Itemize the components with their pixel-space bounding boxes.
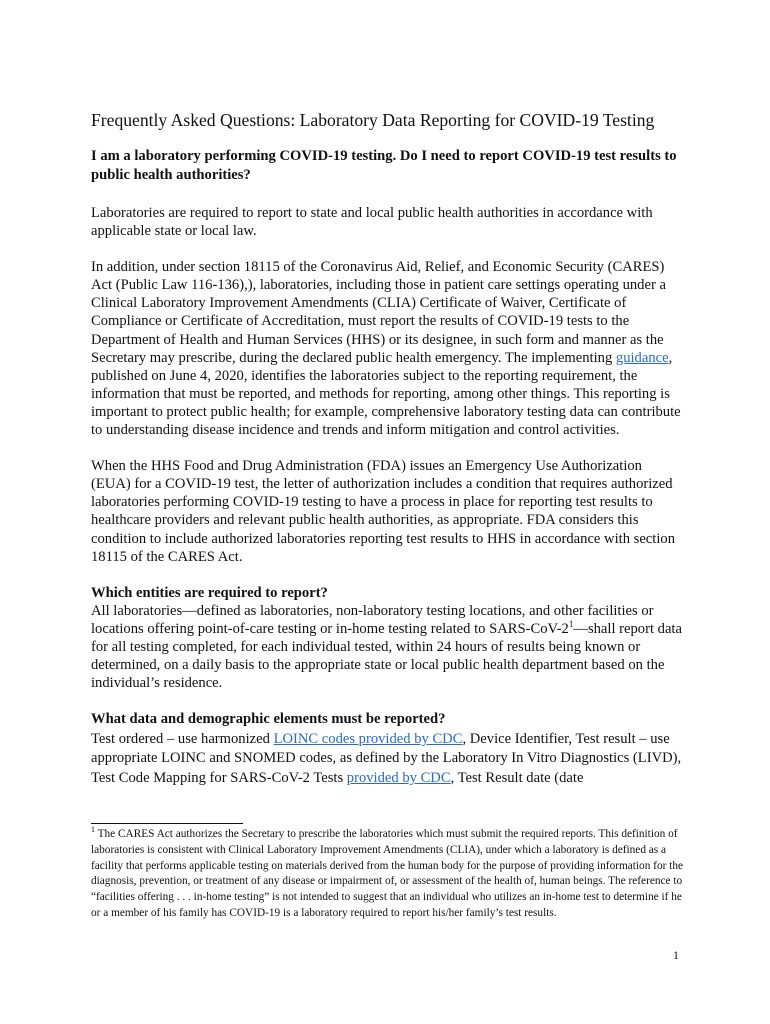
loinc-codes-link[interactable]: LOINC codes provided by CDC (273, 730, 463, 747)
paragraph-2-text-b: , published on June 4, 2020, identifies the laboratories subject to the reporting requirement, the information that must be reported, and methods for reporting, among other things. This reporting is important to protect public health; for example, comprehensive laboratory testing data can contribute to understanding disease incidence and trends and inform mitigation and control activities. (91, 349, 681, 439)
page-number: 1 (673, 948, 679, 962)
footnote-text: The CARES Act authorizes the Secretary to prescribe the laboratories which must submit the required reports. This definition of laboratories is consistent with Clinical Laboratory Improvement Amendments (CLIA), under which a laboratory is defined as a facility that performs applicable testing on materials derived from the human body for the purpose of providing information for the diagnosis, prevention, or treatment of any disease or impairment of, or assessment of the health of, human beings. The reference to “facilities offering . . . in-home testing” is not intended to suggest that an individual who utilizes an in-home test to determine if he or a member of his family has COVID-19 is a laboratory required to report his/her family’s test results. (91, 828, 683, 919)
paragraph-4-text-a: All laboratories—defined as laboratories, non-laboratory testing locations, and other facilities or locations offering point-of-care testing or in-home testing related to SARS-CoV-2 (91, 602, 654, 637)
guidance-link[interactable]: guidance (615, 349, 669, 366)
footnote-marker: 1 (91, 825, 95, 835)
section-entities (91, 584, 683, 693)
footnote-divider (91, 823, 243, 824)
footnote-1 (91, 827, 683, 922)
paragraph-3: When the HHS Food and Drug Administration (FDA) issues an Emergency Use Authorization (EUA) for a COVID-19 test, the letter of authorization includes a condition that requires authorized laboratories performing COVID-19 testing to have a process in place for reporting test results to healthcare providers and relevant public health authorities, as appropriate. FDA considers this condition to include authorized laboratories reporting test results to HHS in accordance with section 18115 of the CARES Act. (91, 458, 675, 565)
cdc-livd-link[interactable]: provided by CDC (346, 769, 451, 786)
paragraph-5-text-a: Test ordered – use harmonized (91, 730, 274, 747)
paragraph-5-text-b: , Device Identifier, Test result – use appropriate LOINC and SNOMED codes, as defined by the Laboratory In Vitro Diagnostics (LIVD), Test Code Mapping for SARS-CoV-2 Tests (91, 730, 682, 786)
document-page (91, 108, 683, 788)
paragraph-2 (91, 258, 683, 439)
paragraph-2-text-a: In addition, under section 18115 of the Coronavirus Aid, Relief, and Economic Security (CARES) Act (Public Law 116-136),), laboratories, including those in patient care settings operating under a Clinical Laboratory Improvement Amendments (CLIA) Certificate of Waiver, Certificate of Compliance or Certificate of Accreditation, must report the results of COVID-19 tests to the Department of Health and Human Services (HHS) or its designee, in such form and manner as the Secretary may prescribe, during the declared public health emergency. The implementing (91, 259, 666, 366)
question-heading-2: Which entities are required to report? (91, 584, 328, 601)
question-heading-1: I am a laboratory performing COVID-19 testing. Do I need to report COVID-19 test results to public health authorities? (91, 148, 677, 183)
paragraph-5-text-c: , Test Result date (date (450, 769, 584, 786)
section-data-elements (91, 710, 683, 788)
footnote-ref-1[interactable]: 1 (568, 619, 574, 630)
page-title: Frequently Asked Questions: Laboratory Data Reporting for COVID-19 Testing (91, 110, 655, 130)
paragraph-4-text-b: —shall report data for all testing completed, for each individual tested, within 24 hours of results being known or determined, on a daily basis to the appropriate state or local public health department based on the individual’s residence. (91, 620, 682, 692)
question-heading-3: What data and demographic elements must be reported? (91, 711, 446, 728)
paragraph-1: Laboratories are required to report to state and local public health authorities in accordance with applicable state or local law. (91, 205, 653, 240)
